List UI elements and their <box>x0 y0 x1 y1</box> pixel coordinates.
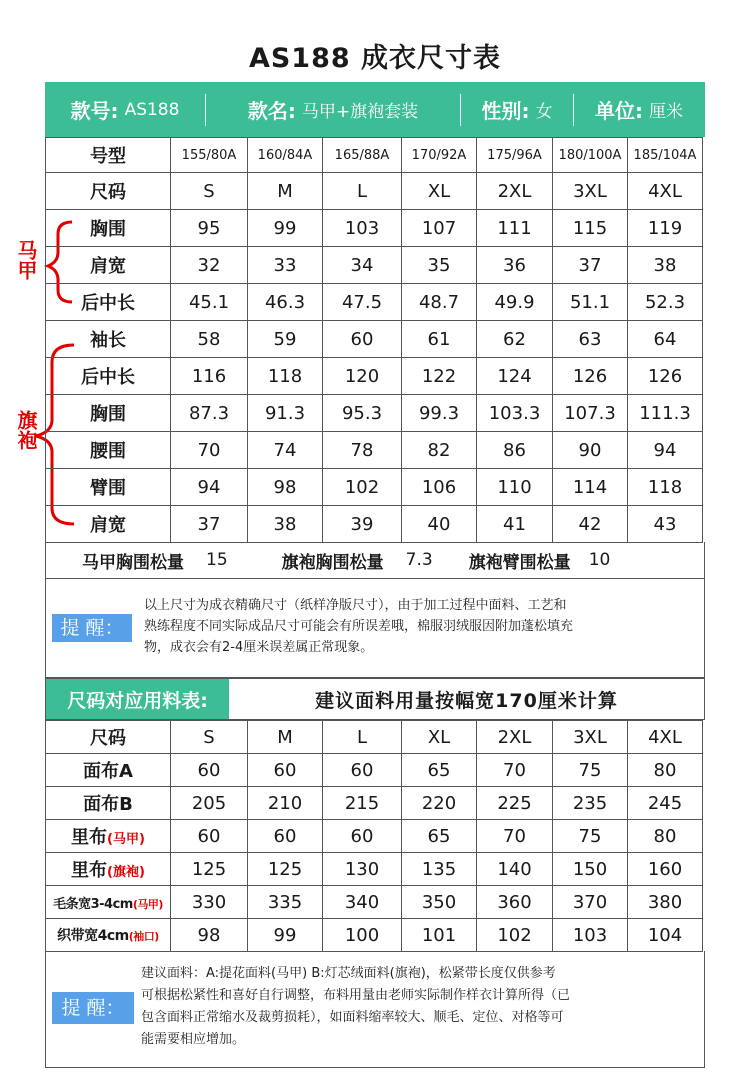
cell: 215 <box>323 787 402 820</box>
note-line: 可根据松紧性和喜好自行调整，布料用量由老师实际制作样衣计算所得（已 <box>141 988 571 1003</box>
row-label: 腰围 <box>46 432 171 469</box>
cell: 210 <box>248 787 323 820</box>
row-label-text: 织带宽4cm <box>57 928 129 944</box>
cell: 110 <box>477 469 553 506</box>
cell: 98 <box>248 469 323 506</box>
cell: 103 <box>553 919 628 952</box>
row-label-sub: (袖口) <box>128 930 159 943</box>
table-row <box>46 210 703 247</box>
cell: 94 <box>171 469 248 506</box>
row-label: 袖长 <box>46 321 171 358</box>
cell: 103.3 <box>477 395 553 432</box>
row-label <box>46 754 171 787</box>
cell: 360 <box>477 886 553 919</box>
cell: 102 <box>323 469 402 506</box>
qipao-label-text: 旗袍 <box>14 410 38 450</box>
qipao-chest-allowance-label: 旗袍胸围松量 <box>281 552 384 573</box>
fabric-section-tag: 尺码对应用料表: <box>46 679 229 719</box>
cell: 124 <box>477 358 553 395</box>
cell: 35 <box>402 247 477 284</box>
row-label-sub: (马甲) <box>107 832 145 847</box>
cell: 86 <box>477 432 553 469</box>
qipao-rows <box>46 321 703 543</box>
cell: 34 <box>323 247 402 284</box>
qipao-chest-allowance-value: 7.3 <box>405 550 433 570</box>
cell: 65 <box>402 820 477 853</box>
size-cell: 3XL <box>553 173 628 210</box>
model-cell: 185/104A <box>628 138 703 173</box>
cell: 103 <box>323 210 402 247</box>
cell: 37 <box>171 506 248 543</box>
size-cell: 2XL <box>477 173 553 210</box>
model-row <box>46 138 703 173</box>
style-name-value: 马甲+旗袍套装 <box>301 102 419 122</box>
cell: 51.1 <box>553 284 628 321</box>
cell: 160 <box>628 853 703 886</box>
cell: 120 <box>323 358 402 395</box>
cell: 36 <box>477 247 553 284</box>
cell: 95.3 <box>323 395 402 432</box>
table-row <box>46 284 703 321</box>
style-name <box>206 93 460 127</box>
style-name-label: 款名: <box>247 99 296 123</box>
table-row <box>46 432 703 469</box>
row-label-text: 面布A <box>83 761 133 782</box>
cell: 49.9 <box>477 284 553 321</box>
cell: 350 <box>402 886 477 919</box>
cell: 37 <box>553 247 628 284</box>
cell: 125 <box>248 853 323 886</box>
qipao-arm-allowance-label: 旗袍臂围松量 <box>468 552 571 573</box>
model-cell: 180/100A <box>553 138 628 173</box>
note-line: 以上尺寸为成衣精确尺寸（纸样净版尺寸），由于加工过程中面料、工艺和 <box>144 598 567 613</box>
model-cell: 165/88A <box>323 138 402 173</box>
row-label <box>46 886 171 919</box>
cell: 118 <box>628 469 703 506</box>
cell: 40 <box>402 506 477 543</box>
size-table <box>45 137 703 543</box>
cell: 87.3 <box>171 395 248 432</box>
cell: 70 <box>171 432 248 469</box>
cell: 115 <box>553 210 628 247</box>
row-label: 肩宽 <box>46 247 171 284</box>
row-label: 肩宽 <box>46 506 171 543</box>
row-label <box>46 919 171 952</box>
table-row <box>46 787 703 820</box>
cell: 39 <box>323 506 402 543</box>
row-label: 胸围 <box>46 210 171 247</box>
table-row <box>46 919 703 952</box>
cell: 99.3 <box>402 395 477 432</box>
cell: 38 <box>628 247 703 284</box>
size-cell: L <box>323 173 402 210</box>
style-no-value: AS188 <box>124 99 180 120</box>
style-no-label: 款号: <box>70 99 119 123</box>
cell: 119 <box>628 210 703 247</box>
cell: 99 <box>248 210 323 247</box>
model-header: 号型 <box>46 138 171 173</box>
cell: 61 <box>402 321 477 358</box>
row-label-text: 里布 <box>71 860 108 881</box>
gender-value: 女 <box>535 102 553 122</box>
cell: 41 <box>477 506 553 543</box>
cell: 90 <box>553 432 628 469</box>
size-cell: 2XL <box>477 721 553 754</box>
cell: 130 <box>323 853 402 886</box>
cell: 46.3 <box>248 284 323 321</box>
info-bar <box>45 82 705 137</box>
size-row <box>46 173 703 210</box>
cell: 126 <box>628 358 703 395</box>
cell: 60 <box>323 820 402 853</box>
cell: 64 <box>628 321 703 358</box>
size-cell: 3XL <box>553 721 628 754</box>
model-cell: 155/80A <box>171 138 248 173</box>
unit-label: 单位: <box>595 99 643 123</box>
cell: 125 <box>171 853 248 886</box>
cell: 60 <box>171 820 248 853</box>
table-row <box>46 886 703 919</box>
cell: 45.1 <box>171 284 248 321</box>
model-cell: 170/92A <box>402 138 477 173</box>
cell: 370 <box>553 886 628 919</box>
cell: 111 <box>477 210 553 247</box>
cell: 75 <box>553 820 628 853</box>
gender <box>461 93 573 127</box>
row-label-text: 里布 <box>71 827 108 848</box>
cell: 60 <box>171 754 248 787</box>
cell: 63 <box>553 321 628 358</box>
cell: 205 <box>171 787 248 820</box>
cell: 65 <box>402 754 477 787</box>
cell: 140 <box>477 853 553 886</box>
cell: 74 <box>248 432 323 469</box>
cell: 107.3 <box>553 395 628 432</box>
row-label-text: 面布B <box>83 794 133 815</box>
note-line: 能需要相应增加。 <box>141 1032 246 1047</box>
cell: 122 <box>402 358 477 395</box>
cell: 150 <box>553 853 628 886</box>
note-line: 熟练程度不同实际成品尺寸可能会有所误差哦，棉服羽绒服因附加蓬松填充 <box>144 619 574 634</box>
row-label <box>46 820 171 853</box>
fabric-section-header <box>45 678 705 720</box>
fabric-section-title: 建议面料用量按幅宽170厘米计算 <box>315 689 618 712</box>
cell: 330 <box>171 886 248 919</box>
row-label-sub: (旗袍) <box>107 865 145 880</box>
size-cell: S <box>171 721 248 754</box>
size-cell: S <box>171 173 248 210</box>
size-cell: 4XL <box>628 721 703 754</box>
note-1-text <box>144 595 696 658</box>
cell: 107 <box>402 210 477 247</box>
note-2-text <box>141 963 699 1051</box>
row-label: 后中长 <box>46 358 171 395</box>
cell: 126 <box>553 358 628 395</box>
note-line: 包含面料正常缩水及裁剪损耗），如面料缩率较大、顺毛、定位、对格等可 <box>141 1010 564 1025</box>
cell: 70 <box>477 820 553 853</box>
cell: 75 <box>553 754 628 787</box>
table-row <box>46 754 703 787</box>
cell: 114 <box>553 469 628 506</box>
cell: 60 <box>323 321 402 358</box>
cell: 102 <box>477 919 553 952</box>
table-row <box>46 469 703 506</box>
cell: 135 <box>402 853 477 886</box>
row-label: 臂围 <box>46 469 171 506</box>
cell: 106 <box>402 469 477 506</box>
note-1 <box>45 579 705 678</box>
cell: 60 <box>248 754 323 787</box>
table-row <box>46 506 703 543</box>
row-label <box>46 787 171 820</box>
model-cell: 175/96A <box>477 138 553 173</box>
cell: 80 <box>628 820 703 853</box>
size-cell: 4XL <box>628 173 703 210</box>
cell: 91.3 <box>248 395 323 432</box>
cell: 38 <box>248 506 323 543</box>
size-header: 尺码 <box>46 173 171 210</box>
note-line: 物，成衣会有2-4厘米误差属正常现象。 <box>144 640 374 655</box>
row-label-sub: (马甲) <box>132 897 163 911</box>
cell: 33 <box>248 247 323 284</box>
cell: 235 <box>553 787 628 820</box>
row-label: 后中长 <box>46 284 171 321</box>
vest-label-text: 马甲 <box>14 240 38 280</box>
size-cell: M <box>248 721 323 754</box>
cell: 335 <box>248 886 323 919</box>
cell: 82 <box>402 432 477 469</box>
fabric-size-row <box>46 721 703 754</box>
table-row <box>46 247 703 284</box>
cell: 104 <box>628 919 703 952</box>
cell: 111.3 <box>628 395 703 432</box>
cell: 340 <box>323 886 402 919</box>
note-2 <box>45 951 705 1068</box>
size-cell: XL <box>402 721 477 754</box>
cell: 58 <box>171 321 248 358</box>
cell: 48.7 <box>402 284 477 321</box>
table-row <box>46 395 703 432</box>
row-label <box>46 853 171 886</box>
cell: 59 <box>248 321 323 358</box>
cell: 95 <box>171 210 248 247</box>
cell: 52.3 <box>628 284 703 321</box>
cell: 380 <box>628 886 703 919</box>
cell: 43 <box>628 506 703 543</box>
unit-value: 厘米 <box>649 102 683 122</box>
note-2-badge: 提 醒： <box>52 992 134 1024</box>
cell: 42 <box>553 506 628 543</box>
cell: 116 <box>171 358 248 395</box>
cell: 101 <box>402 919 477 952</box>
size-cell: L <box>323 721 402 754</box>
cell: 220 <box>402 787 477 820</box>
size-cell: M <box>248 173 323 210</box>
cell: 60 <box>248 820 323 853</box>
cell: 47.5 <box>323 284 402 321</box>
cell: 94 <box>628 432 703 469</box>
table-row <box>46 358 703 395</box>
cell: 62 <box>477 321 553 358</box>
note-1-badge: 提 醒： <box>52 614 132 642</box>
table-row <box>46 853 703 886</box>
fabric-size-header: 尺码 <box>46 721 171 754</box>
gender-label: 性别: <box>481 99 530 123</box>
cell: 98 <box>171 919 248 952</box>
vest-rows <box>46 210 703 321</box>
row-label: 胸围 <box>46 395 171 432</box>
cell: 32 <box>171 247 248 284</box>
cell: 70 <box>477 754 553 787</box>
note-line: 建议面料：A:提花面料(马甲) B:灯芯绒面料(旗袍)，松紧带长度仅供参考 <box>141 966 556 981</box>
qipao-arm-allowance-value: 10 <box>588 550 611 570</box>
cell: 100 <box>323 919 402 952</box>
row-label-text: 毛条宽3-4cm <box>53 896 133 912</box>
fabric-table <box>45 720 703 952</box>
cell: 78 <box>323 432 402 469</box>
cell: 80 <box>628 754 703 787</box>
cell: 118 <box>248 358 323 395</box>
unit <box>574 93 704 127</box>
vest-chest-allowance-label: 马甲胸围松量 <box>82 552 184 573</box>
cell: 245 <box>628 787 703 820</box>
table-row <box>46 820 703 853</box>
cell: 99 <box>248 919 323 952</box>
page-title: AS188 成衣尺寸表 <box>248 43 502 74</box>
cell: 60 <box>323 754 402 787</box>
size-cell: XL <box>402 173 477 210</box>
cell: 225 <box>477 787 553 820</box>
model-cell: 160/84A <box>248 138 323 173</box>
allowance-row <box>45 542 705 579</box>
table-row <box>46 321 703 358</box>
vest-chest-allowance-value: 15 <box>206 550 228 570</box>
